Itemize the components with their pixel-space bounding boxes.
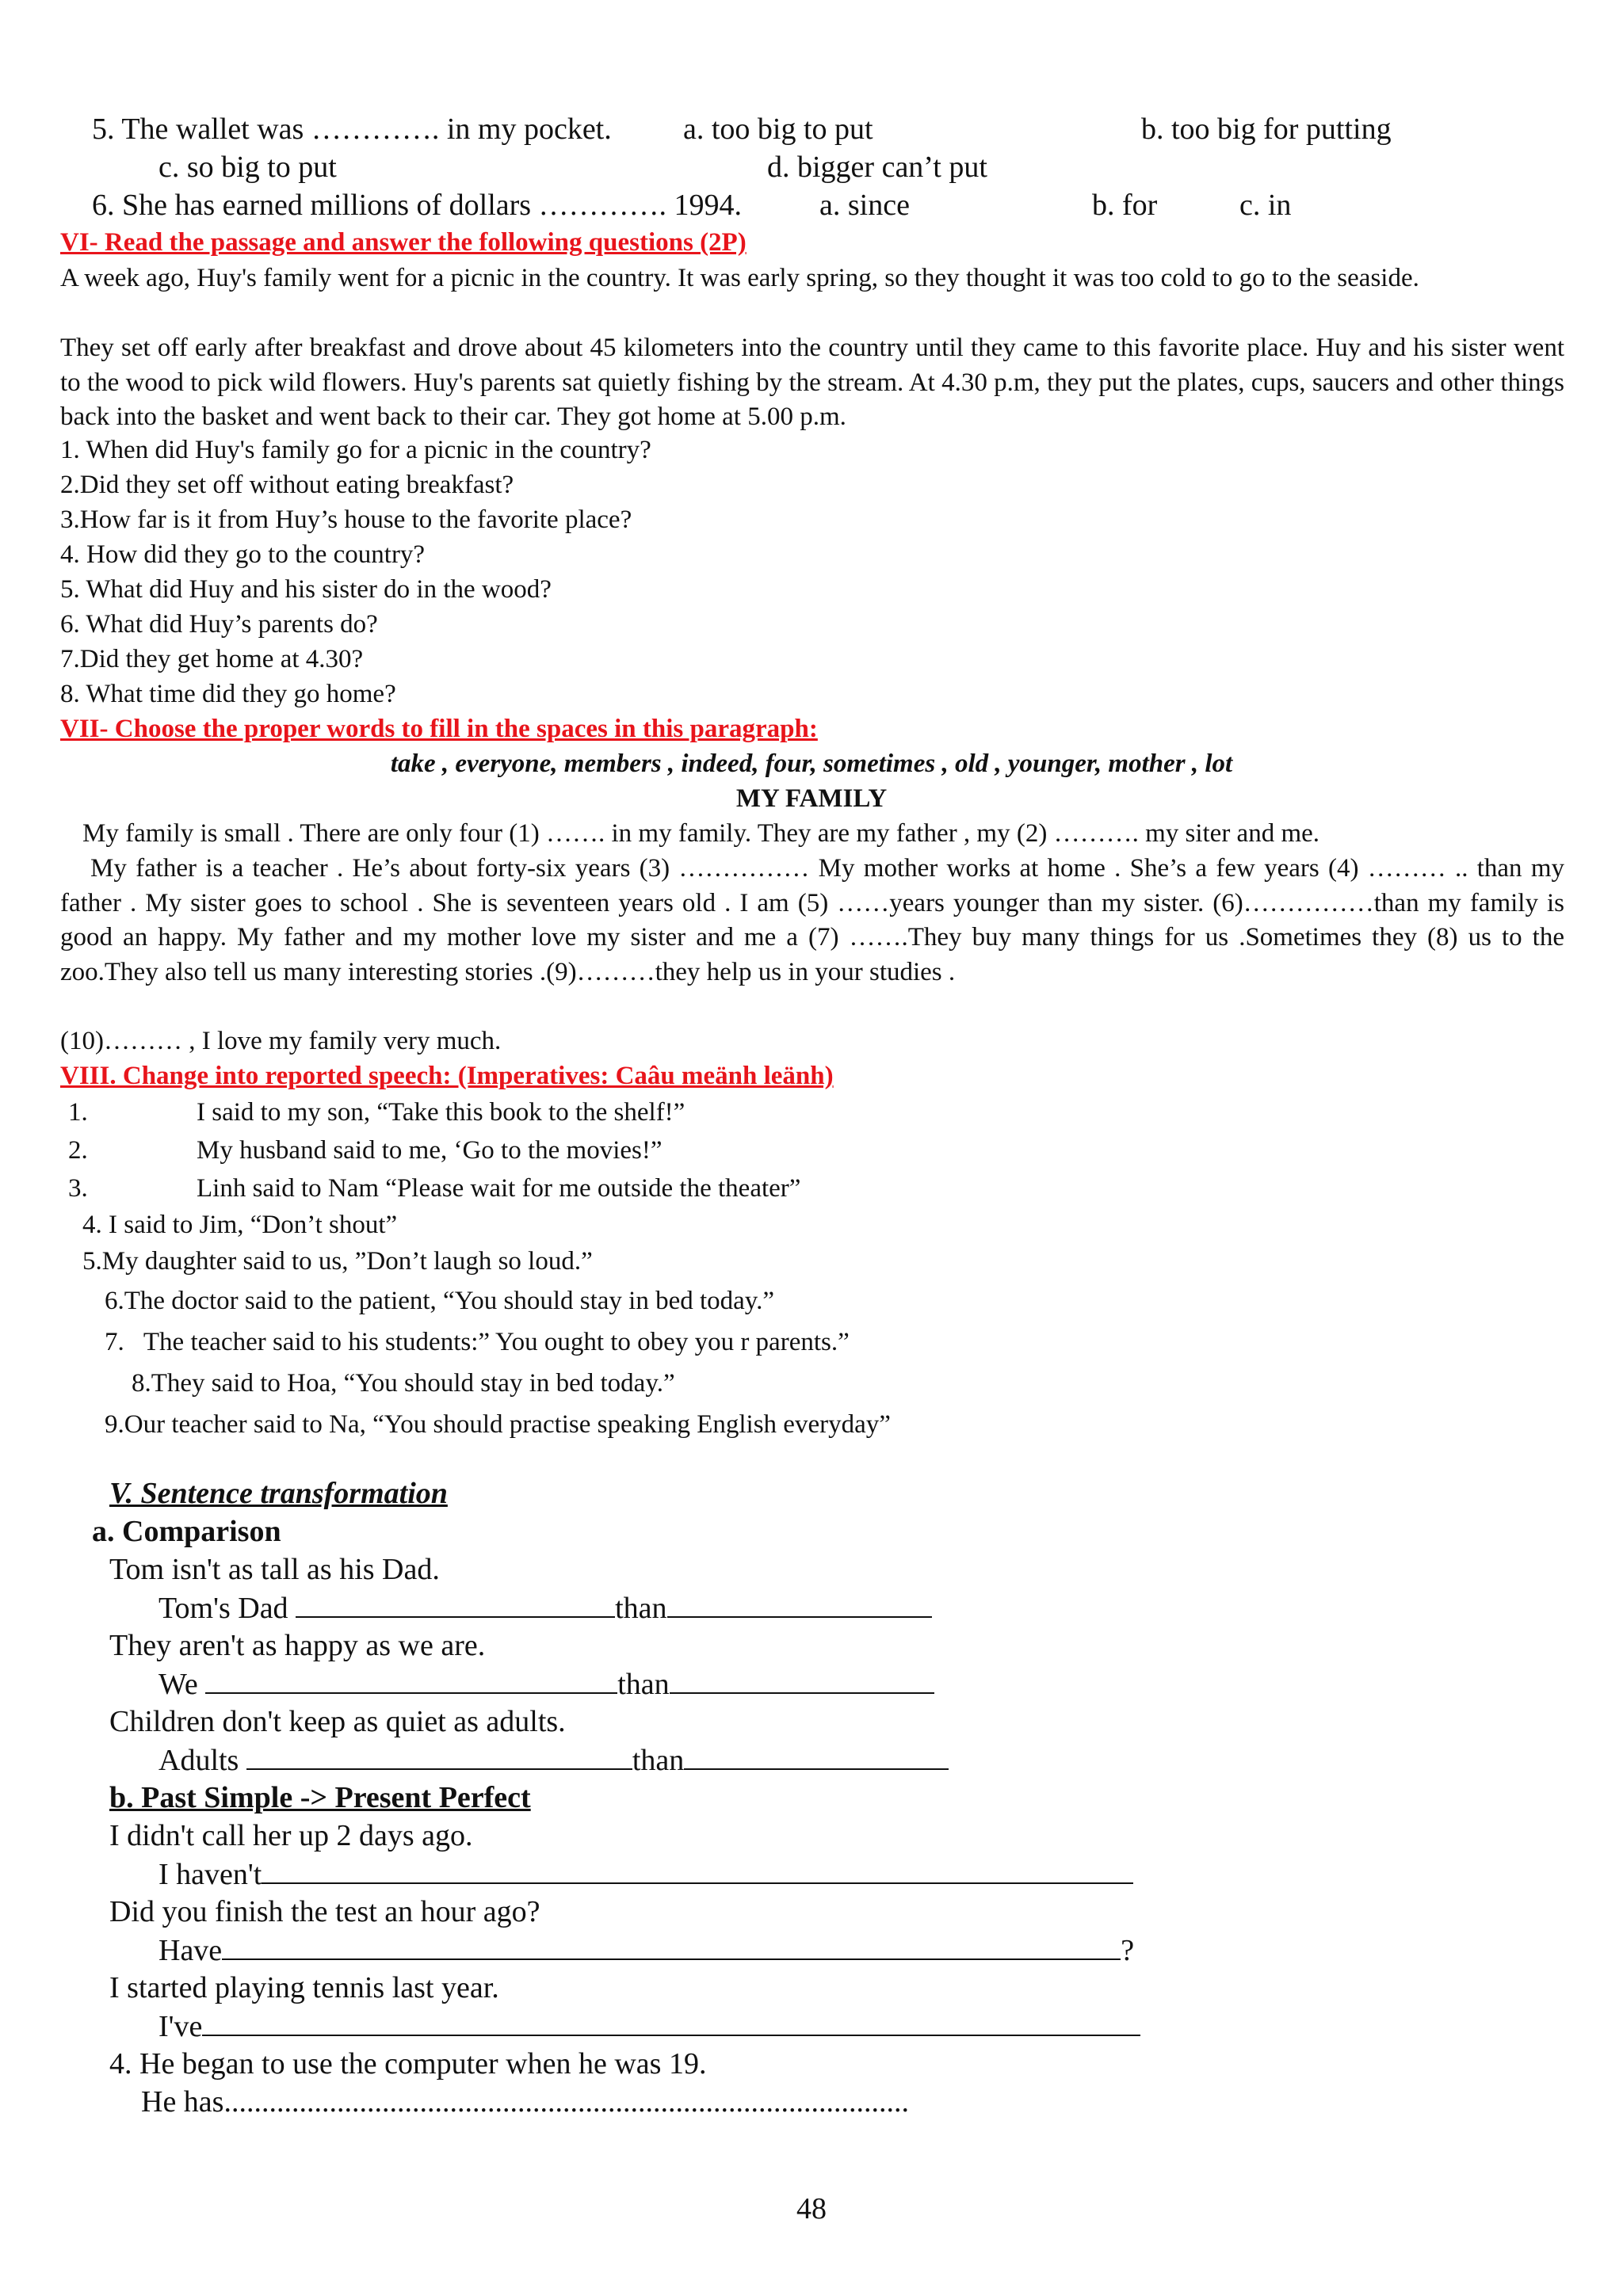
- cloze-line-1: My family is small . There are only four (1) ……. in my family. They are my father , my (2) ………. my siter and me.: [82, 819, 1320, 848]
- reported-2-number: 2.: [68, 1136, 88, 1165]
- mcq-5-option-c: c. so big to put: [158, 151, 337, 184]
- mcq-6-option-b: b. for: [1092, 189, 1158, 222]
- comparison-2-than: than: [617, 1668, 670, 1701]
- section-vi-heading: VI- Read the passage and answer the following questions (2P): [60, 228, 747, 257]
- mcq-5-option-a: a. too big to put: [683, 113, 873, 146]
- section-vi-passage-2: They set off early after breakfast and drove about 45 kilometers into the country until they came to this favorite place. Huy and his sister went to the wood to pick wild flowers. Huy's parents sat quietly fishing by the stream. At 4.30 p.m, they put the plates, cups, saucers and other things back into the basket and went back to their car. They got home at 5.00 p.m.: [60, 334, 1564, 431]
- perfect-1-blank[interactable]: [262, 1857, 1133, 1884]
- comparison-2-sentence: They aren't as happy as we are.: [109, 1629, 486, 1662]
- passage-title: MY FAMILY: [735, 784, 888, 813]
- mcq-6-option-a: a. since: [819, 189, 910, 222]
- section-viii-heading: VIII. Change into reported speech: (Imperatives: Caâu meänh leänh): [60, 1062, 834, 1090]
- comparison-2-answer-line: [158, 1667, 934, 1703]
- mcq-5-stem: 5. The wallet was …………. in my pocket.: [92, 113, 612, 146]
- comparison-heading: a. Comparison: [92, 1515, 281, 1548]
- comparison-1-blank-1[interactable]: [296, 1591, 615, 1618]
- question-6: 6. What did Huy’s parents do?: [60, 610, 378, 639]
- perfect-3-sentence: I started playing tennis last year.: [109, 1971, 499, 2004]
- reported-3-number: 3.: [68, 1174, 88, 1203]
- comparison-1-start: Tom's Dad: [158, 1592, 296, 1625]
- reported-8-text: 8.They said to Hoa, “You should stay in bed today.”: [132, 1369, 675, 1398]
- comparison-2-blank-2[interactable]: [670, 1667, 934, 1694]
- comparison-1-sentence: Tom isn't as tall as his Dad.: [109, 1553, 440, 1586]
- perfect-1-answer-line: [158, 1857, 1133, 1893]
- reported-4-text: 4. I said to Jim, “Don’t shout”: [82, 1211, 398, 1239]
- comparison-2-blank-1[interactable]: [205, 1667, 617, 1694]
- perfect-3-start: I've: [158, 2010, 203, 2043]
- cloze-line-last: (10)……… , I love my family very much.: [60, 1027, 502, 1055]
- perfect-4-sentence: 4. He began to use the computer when he was 19.: [109, 2047, 707, 2081]
- comparison-1-blank-2[interactable]: [667, 1591, 932, 1618]
- perfect-2-answer-line: [158, 1933, 1134, 1969]
- reported-7-text: 7. The teacher said to his students:” You ought to obey you r parents.”: [105, 1328, 850, 1356]
- mcq-5-option-b: b. too big for putting: [1141, 113, 1392, 146]
- comparison-3-blank-1[interactable]: [246, 1743, 632, 1770]
- reported-1-text: I said to my son, “Take this book to the shelf!”: [197, 1098, 685, 1127]
- comparison-3-sentence: Children don't keep as quiet as adults.: [109, 1705, 566, 1738]
- question-7: 7.Did they get home at 4.30?: [60, 645, 364, 673]
- perfect-4-answer-line[interactable]: He has...........................................................................................: [141, 2085, 909, 2119]
- question-1: 1. When did Huy's family go for a picnic in the country?: [60, 436, 651, 464]
- comparison-1-answer-line: [158, 1591, 932, 1627]
- mcq-6-stem: 6. She has earned millions of dollars …………. 1994.: [92, 189, 743, 222]
- comparison-1-than: than: [615, 1592, 667, 1625]
- perfect-heading: b. Past Simple -> Present Perfect: [109, 1781, 531, 1814]
- page-number: 48: [796, 2192, 827, 2225]
- comparison-2-start: We: [158, 1668, 206, 1701]
- mcq-6-option-c: c. in: [1239, 189, 1292, 222]
- perfect-1-start: I haven't: [158, 1858, 262, 1891]
- perfect-3-blank[interactable]: [202, 2009, 1140, 2036]
- question-5: 5. What did Huy and his sister do in the wood?: [60, 575, 552, 604]
- reported-2-text: My husband said to me, ‘Go to the movies!”: [197, 1136, 663, 1165]
- comparison-3-than: than: [632, 1744, 685, 1777]
- comparison-3-start: Adults: [158, 1744, 246, 1777]
- reported-6-text: 6.The doctor said to the patient, “You should stay in bed today.”: [105, 1287, 775, 1315]
- question-2: 2.Did they set off without eating breakfast?: [60, 471, 514, 499]
- reported-3-text: Linh said to Nam “Please wait for me outside the theater”: [197, 1174, 801, 1203]
- section-vi-passage-1: A week ago, Huy's family went for a picnic in the country. It was early spring, so they thought it was too cold to go to the seaside.: [60, 264, 1419, 292]
- mcq-5-option-d: d. bigger can’t put: [767, 151, 987, 184]
- question-3: 3.How far is it from Huy’s house to the favorite place?: [60, 505, 632, 534]
- perfect-2-blank[interactable]: [222, 1933, 1121, 1960]
- section-vii-heading: VII- Choose the proper words to fill in the spaces in this paragraph:: [60, 715, 818, 743]
- comparison-3-blank-2[interactable]: [684, 1743, 949, 1770]
- perfect-1-sentence: I didn't call her up 2 days ago.: [109, 1819, 473, 1852]
- perfect-2-sentence: Did you finish the test an hour ago?: [109, 1895, 540, 1928]
- perfect-2-start: Have: [158, 1934, 223, 1967]
- perfect-2-end: ?: [1121, 1934, 1135, 1967]
- question-4: 4. How did they go to the country?: [60, 540, 426, 569]
- reported-9-text: 9.Our teacher said to Na, “You should practise speaking English everyday”: [105, 1410, 891, 1439]
- reported-5-text: 5.My daughter said to us, ”Don’t laugh so loud.”: [82, 1247, 593, 1276]
- perfect-3-answer-line: [158, 2009, 1140, 2045]
- section-v-heading: V. Sentence transformation: [109, 1477, 448, 1510]
- word-bank: take , everyone, members , indeed, four, sometimes , old , younger, mother , lot: [390, 749, 1233, 778]
- comparison-3-answer-line: [158, 1743, 949, 1779]
- reported-1-number: 1.: [68, 1098, 88, 1127]
- cloze-paragraph: My father is a teacher . He’s about forty-six years (3) …………… My mother works at home . She’s a few years (4) ……… .. than my father . My sister goes to school . She is seventeen years old . I am (5) ……years younger than my sister. (6)……………than my family is good an happy. My father and my mother love my sister and me a (7) …….They buy many things for us .Sometimes they (8) us to the zoo.They also tell us many interesting stories .(9)………they help us in your studies .: [60, 854, 1564, 986]
- question-8: 8. What time did they go home?: [60, 680, 396, 708]
